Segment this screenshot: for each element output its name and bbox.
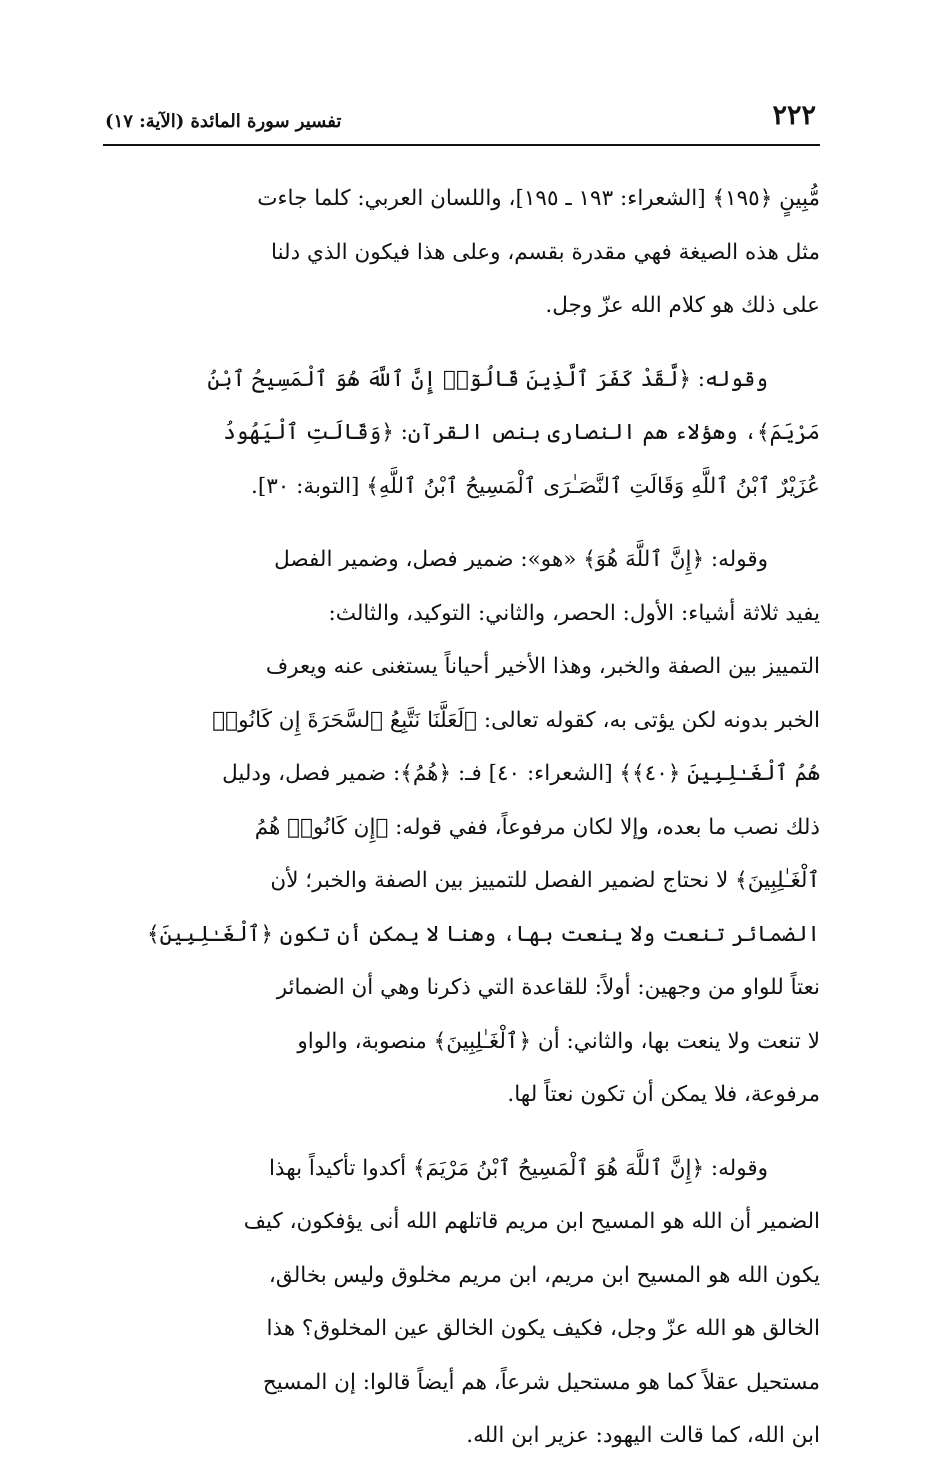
text-line: وقوله: ﴿إِنَّ ٱللَّهَ هُوَ ٱلْمَسِيحُ ٱبْنُ مَرْيَمَ﴾ أكدوا تأكيداً بهذا (268, 1155, 768, 1181)
text-line: يكون الله هو المسيح ابن مريم، ابن مريم مخلوق وليس بخالق، (268, 1262, 820, 1288)
text-line: ابن الله، كما قالت اليهود: عزير ابن الله. (466, 1423, 820, 1448)
text-line: وقوله: ﴿لَّقَدْ كَفَرَ ٱلَّذِينَ قَالُوٓا۟ إِنَّ ٱللَّهَ هُوَ ٱلْمَسِيحُ ٱبْنُ (207, 366, 768, 392)
text-line: الضمير أن الله هو المسيح ابن مريم قاتلهم الله أنى يؤفكون، كيف (243, 1209, 820, 1234)
text-line: نعتاً للواو من وجهين: أولاً: للقاعدة التي ذكرنا وهي أن الضمائر (276, 975, 820, 1000)
text-line: مَرْيَمَ﴾، وهؤلاء هم النصارى بنص القرآن: ﴿وَقَالَتِ ٱلْيَهُودُ (223, 420, 820, 445)
text-line: مرفوعة، فلا يمكن أن تكون نعتاً لها. (507, 1082, 820, 1107)
running-header (103, 92, 820, 146)
text-line: الخالق هو الله عزّ وجل، فكيف يكون الخالق عين المخلوق؟ هذا (266, 1316, 820, 1341)
book-page (103, 92, 820, 1448)
text-line: التمييز بين الصفة والخبر، وهذا الأخير أحياناً يستغنى عنه ويعرف (265, 654, 820, 679)
text-line: هُمُ ٱلْغَـٰلِبِينَ ﴿٤٠﴾﴾ [الشعراء: ٤٠] فـ: ﴿هُمُ﴾: ضمير فصل، ودليل (222, 761, 820, 786)
text-line: مستحيل عقلاً كما هو مستحيل شرعاً، هم أيضاً قالوا: إن المسيح (262, 1369, 820, 1395)
page-number: ٢٢٢ (772, 100, 816, 131)
text-line: ذلك نصب ما بعده، وإلا لكان مرفوعاً، ففي قوله: ﴿إِن كَانُوا۟ هُمُ (254, 814, 820, 840)
text-line: مثل هذه الصيغة فهي مقدرة بقسم، وعلى هذا فيكون الذي دلنا (271, 239, 820, 265)
paragraph-2 (103, 353, 820, 514)
paragraph-4 (103, 1142, 820, 1463)
text-line: عُزَيْرٌ ٱبْنُ ٱللَّهِ وَقَالَتِ ٱلنَّصَـٰرَى ٱلْمَسِيحُ ٱبْنُ ٱللَّهِ﴾ [التوبة: ٣٠]. (251, 473, 820, 499)
paragraph-3 (103, 533, 820, 1122)
text-line: على ذلك هو كلام الله عزّ وجل. (545, 293, 820, 318)
text-line: ٱلْغَـٰلِبِينَ﴾ لا نحتاج لضمير الفصل للتمييز بين الصفة والخبر؛ لأن (270, 868, 820, 893)
text-line: مُّبِينٍ ﴿١٩٥﴾ [الشعراء: ١٩٣ ـ ١٩٥]، واللسان العربي: كلما جاءت (257, 186, 820, 211)
running-header-title: تفسير سورة المائدة (الآية: ١٧) (105, 111, 342, 132)
text-line: لا تنعت ولا ينعت بها، والثاني: أن ﴿ٱلْغَـٰلِبِينَ﴾ منصوبة، والواو (297, 1028, 820, 1054)
text-line: الضمائر تنعت ولا ينعت بها، وهنا لا يمكن أن تكون ﴿ٱلْغَـٰلِبِينَ﴾ (146, 921, 820, 947)
text-line: الخبر بدونه لكن يؤتى به، كقوله تعالى: ﴿لَعَلَّنَا نَتَّبِعُ ٱلسَّحَرَةَ إِن كَانُوا۟ (212, 707, 820, 733)
page-body (103, 172, 820, 1463)
text-line: يفيد ثلاثة أشياء: الأول: الحصر، والثاني: التوكيد، والثالث: (328, 600, 820, 626)
paragraph-1 (103, 172, 820, 333)
text-line: وقوله: ﴿إِنَّ ٱللَّهَ هُوَ﴾ «هو»: ضمير فصل، وضمير الفصل (274, 547, 768, 572)
